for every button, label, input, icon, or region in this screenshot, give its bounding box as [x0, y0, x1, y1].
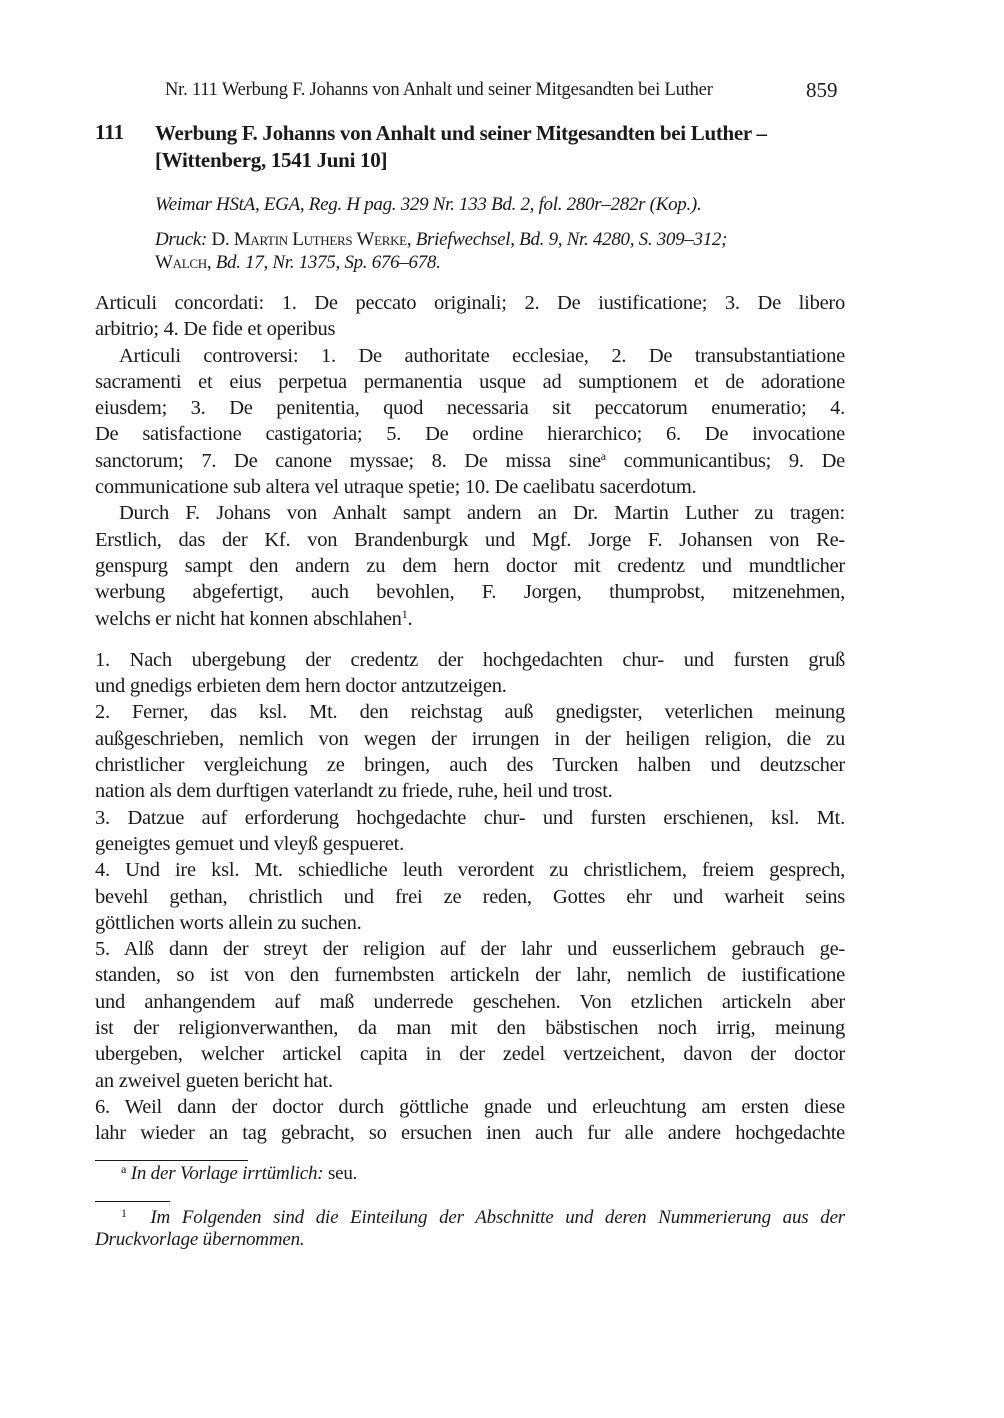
text-segment: Durch F. Johans von Anhalt sampt andern an Dr. Martin Luther zu tragen: — [119, 502, 845, 525]
footnote-mark: a — [121, 1162, 127, 1176]
print-sources — [155, 228, 847, 274]
footnote-a — [121, 1163, 357, 1185]
footnote-mark: 1 — [121, 1206, 127, 1220]
text-line — [95, 1015, 845, 1041]
text-segment: ist der religionverwanthen, da man mit den bäbstischen noch irrig, meinung — [95, 1017, 845, 1040]
text-segment: Articuli controversi: 1. De authoritate ecclesiae, 2. De transubstantiatione — [119, 344, 845, 367]
text-line — [95, 910, 845, 936]
text-line — [95, 1068, 845, 1094]
paragraph — [95, 1094, 845, 1147]
archive-source — [155, 193, 847, 216]
text-line — [95, 553, 845, 579]
paragraph — [95, 936, 845, 1094]
druck-label: Druck: — [155, 229, 208, 250]
text-line — [95, 369, 845, 395]
text-line — [95, 1094, 845, 1120]
text-line — [95, 726, 845, 752]
walch-name: Walch, — [155, 252, 212, 273]
text-line — [95, 752, 845, 778]
text-segment: an zweivel gueten bericht hat. — [95, 1069, 333, 1092]
text-segment: standen, so ist von den furnembsten artickeln der lahr, nemlich de iustificatione — [95, 964, 845, 987]
footnote-1 — [95, 1207, 845, 1251]
paragraph — [95, 290, 845, 343]
title-line: Werbung F. Johanns von Anhalt und seiner Mitgesandten bei Luther – — [155, 121, 767, 145]
text-segment: arbitrio; 4. De fide et operibus — [95, 318, 336, 341]
text-line — [95, 778, 845, 804]
text-segment: sacramenti et eius perpetua permanentia usque ad sumptionem et de adoratione — [95, 370, 845, 393]
title-line: [Wittenberg, 1541 Juni 10] — [155, 148, 388, 172]
document-number: 111 — [95, 120, 125, 144]
footnote-italic: In der Vorlage irrtümlich: — [130, 1163, 324, 1184]
text-segment: 6. Weil dann der doctor durch göttliche gnade und erleuchtung am ersten diese — [95, 1095, 845, 1118]
footnote-reference[interactable]: 1 — [401, 606, 408, 621]
text-segment: communicatione sub altera vel utraque spetie; 10. De caelibatu sacerdotum. — [95, 476, 697, 499]
footnote-divider — [95, 1160, 248, 1161]
paragraph — [95, 699, 845, 804]
text-segment: Articuli concordati: 1. De peccato originali; 2. De iustificatione; 3. De libero — [95, 292, 845, 314]
text-segment: nation als dem durftigen vaterlandt zu friede, ruhe, heil und trost. — [95, 780, 613, 803]
paragraph — [95, 647, 845, 700]
text-line — [95, 936, 845, 962]
text-segment: 5. Alß dann der streyt der religion auf der lahr und eusserlichem gebrauch ge- — [95, 938, 845, 961]
edition-reference: Briefwechsel, Bd. 9, Nr. 4280, S. 309–312; — [411, 229, 728, 250]
text-segment: werbung abgefertigt, auch bevohlen, F. Jorgen, thumprobst, mitzenehmen, — [95, 581, 845, 604]
text-line — [95, 884, 845, 910]
text-segment: communicantibus; 9. De — [605, 449, 845, 472]
paragraph — [95, 857, 845, 936]
footnote-divider — [95, 1201, 170, 1202]
text-segment: ubergeben, welcher artickel capita in der zedel vertzeichent, davon der doctor — [95, 1043, 845, 1066]
text-segment: 3. Datzue auf erforderung hochgedachte chur- und fursten erschienen, ksl. Mt. — [95, 806, 845, 829]
text-line — [95, 500, 845, 526]
text-line — [95, 421, 845, 447]
text-line — [95, 699, 845, 725]
text-line — [95, 805, 845, 831]
text-segment: göttlichen worts allein zu suchen. — [95, 911, 362, 934]
text-segment: De satisfactione castigatoria; 5. De ordine hierarchico; 6. De invocatione — [95, 423, 845, 446]
text-segment: lahr wieder an tag gebracht, so ersuchen inen auch fur alle andere hochgedachte — [95, 1122, 845, 1145]
text-segment: welchs er nicht hat konnen abschlahen — [95, 607, 402, 630]
text-line — [95, 290, 845, 316]
paragraph — [95, 500, 845, 631]
footnote-italic: Im Folgenden sind die Einteilung der Abschnitte und deren Nummerierung aus der — [150, 1207, 845, 1228]
paragraph — [95, 343, 845, 501]
document-title — [155, 120, 847, 174]
edition-name: D. Martin Luthers Werke, — [211, 229, 412, 250]
footnote-text: seu. — [323, 1163, 358, 1184]
text-segment: 1. Nach ubergebung der credentz der hochgedachten chur- und fursten gruß — [95, 648, 845, 671]
text-line — [95, 831, 845, 857]
text-segment: eiusdem; 3. De penitentia, quod necessaria sit peccatorum enumeratio; 4. — [95, 397, 845, 420]
text-segment: und gnedigs erbieten dem hern doctor antzutzeigen. — [95, 675, 507, 698]
text-line — [95, 448, 845, 474]
text-line — [95, 673, 845, 699]
text-line — [95, 316, 845, 342]
archive-reference: Weimar HStA, EGA, Reg. H pag. 329 Nr. 133 Bd. 2, fol. 280r–282r (Kop.). — [155, 194, 702, 215]
text-segment: Erstlich, das der Kf. von Brandenburgk und Mgf. Jorge F. Johansen von Re- — [95, 528, 845, 551]
paragraph — [95, 805, 845, 858]
footnote-italic: Druckvorlage übernommen. — [95, 1229, 305, 1250]
text-line — [95, 647, 845, 673]
text-segment: . — [407, 607, 413, 630]
text-segment: und anhangendem auf maß underrede geschehen. Von etzlichen artickeln aber — [95, 990, 845, 1013]
text-segment: sanctorum; 7. De canone myssae; 8. De missa sine — [95, 449, 601, 472]
text-segment: 4. Und ire ksl. Mt. schiedliche leuth verordent zu christlichem, freiem gesprech, — [95, 859, 845, 882]
text-line — [95, 1120, 845, 1146]
text-line — [95, 962, 845, 988]
text-segment: außgeschrieben, nemlich von wegen der irrungen in der heiligen religion, die zu — [95, 727, 845, 750]
page-number: 859 — [806, 78, 838, 102]
text-line — [95, 606, 845, 632]
text-line — [95, 989, 845, 1015]
document-body — [95, 290, 845, 1147]
text-segment: geneigtes gemuet und vleyß gespueret. — [95, 832, 404, 855]
text-segment: christlicher vergleichung ze bringen, auch des Turcken halben und deutzscher — [95, 754, 845, 777]
footnote-reference[interactable]: a — [600, 448, 606, 463]
running-head: Nr. 111 Werbung F. Johanns von Anhalt und seiner Mitgesandten bei Luther — [165, 80, 713, 100]
text-line — [95, 857, 845, 883]
text-line — [95, 343, 845, 369]
text-line — [95, 527, 845, 553]
text-line — [95, 1041, 845, 1067]
walch-reference: Bd. 17, Nr. 1375, Sp. 676–678. — [211, 252, 441, 273]
paragraph-gap — [95, 632, 845, 647]
text-line — [95, 395, 845, 421]
text-segment: bevehl gethan, christlich und frei ze reden, Gottes ehr und warheit seins — [95, 885, 845, 908]
text-line — [95, 579, 845, 605]
text-line — [95, 474, 845, 500]
text-segment: genspurg sampt den andern zu dem hern doctor mit credentz und mundtlicher — [95, 554, 845, 577]
text-segment: 2. Ferner, das ksl. Mt. den reichstag auß gnedigster, veterlichen meinung — [95, 701, 845, 724]
